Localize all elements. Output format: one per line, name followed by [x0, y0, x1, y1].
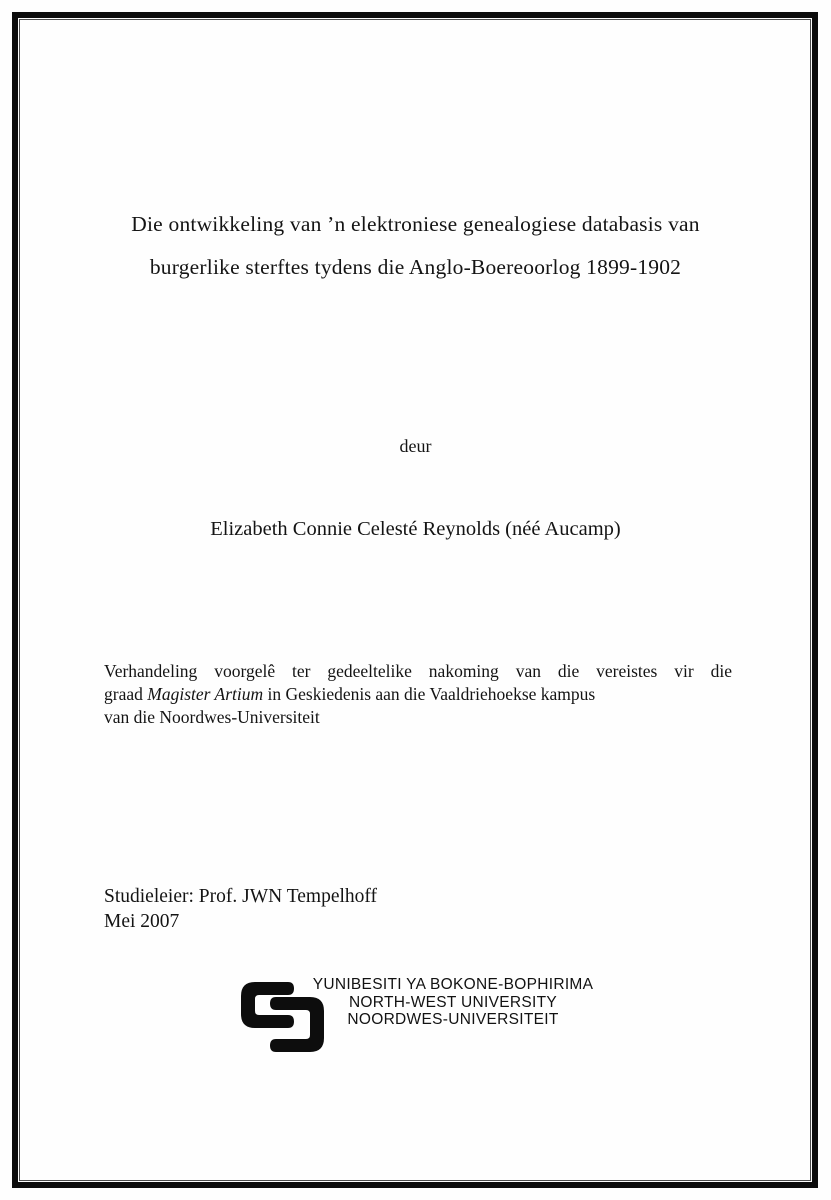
submission-line-2-post: in Geskiedenis aan die Vaaldriehoekse kampus [263, 684, 596, 704]
submission-line-1: Verhandeling voorgelê ter gedeeltelike nakoming van die vereistes vir die [104, 661, 732, 681]
logo-text-english: NORTH-WEST UNIVERSITY [348, 993, 558, 1011]
byline-label: deur [399, 436, 432, 456]
supervisor-line: Studieleier: Prof. JWN Tempelhoff [104, 886, 378, 907]
logo-text-setswana: YUNIBESITI YA BOKONE-BOPHIRIMA [312, 976, 594, 993]
logo-text-afrikaans: NOORDWES-UNIVERSITEIT [347, 1011, 559, 1028]
date-line: Mei 2007 [104, 911, 180, 932]
university-logo [0, 970, 831, 1052]
submission-line-2 [104, 683, 732, 706]
university-logo-text [313, 970, 594, 1029]
submission-line-3: van die Noordwes-Universiteit [104, 707, 320, 727]
degree-name-italic: Magister Artium [147, 684, 264, 704]
submission-line-2-pre: graad [104, 684, 148, 704]
submission-statement [104, 660, 732, 729]
thesis-title-line-2: burgerlike sterftes tydens die Anglo-Boereoorlog 1899-1902 [149, 255, 682, 279]
thesis-title-line-1: Die ontwikkeling van ’n elektroniese genealogiese databasis van [131, 212, 700, 236]
author-name: Elizabeth Connie Celesté Reynolds (néé Aucamp) [210, 518, 621, 540]
supervisor-block [104, 884, 377, 934]
